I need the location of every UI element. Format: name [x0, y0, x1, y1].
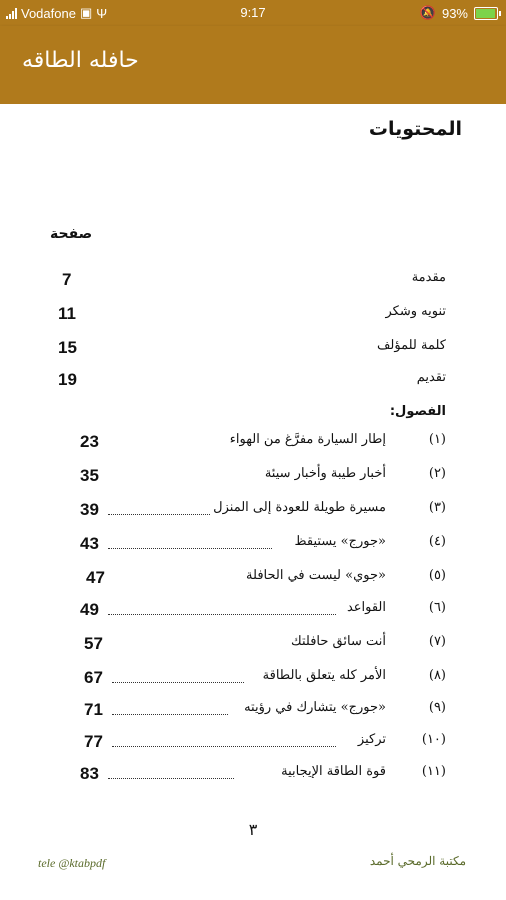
toc-chapter-number: (١) [428, 432, 446, 447]
page-number: ٣ [248, 820, 258, 839]
toc-chapter-title: قوة الطاقة الإيجابية [281, 764, 386, 779]
battery-percent: 93% [441, 5, 468, 21]
toc-chapter-title: تركيز [357, 732, 386, 747]
sim-icon: ▣ [79, 5, 93, 20]
toc-page-number: 23 [80, 432, 99, 451]
alarm-off-icon: 🔕 [419, 5, 436, 20]
dot-leader [108, 778, 234, 779]
battery-icon [474, 7, 498, 20]
toc-chapter-number: (٨) [428, 668, 446, 683]
toc-chapter-title: «جوي» ليست في الحافلة [246, 568, 386, 583]
toc-label: تنويه وشكر [385, 304, 446, 319]
toc-chapter-title: أخبار طيبة وأخبار سيئة [264, 466, 386, 481]
clock: 9:17 [240, 5, 266, 20]
toc-page-number: 57 [84, 634, 103, 653]
dot-leader [112, 682, 244, 683]
toc-page-number: 67 [84, 668, 103, 687]
battery-fill [476, 9, 495, 18]
toc-page-number: 15 [58, 338, 77, 357]
toc-chapter-row [86, 568, 446, 592]
toc-chapter-number: (١٠) [421, 732, 446, 747]
toc-intro-row [58, 338, 446, 362]
status-right [420, 5, 498, 21]
dot-leader [112, 746, 336, 747]
toc-label: مقدمة [411, 270, 446, 285]
toc-page-number: 43 [80, 534, 99, 553]
toc-chapter-title: القواعد [346, 600, 386, 615]
toc-chapter-row [80, 534, 446, 558]
toc-page-number: 83 [80, 764, 99, 783]
toc-chapter-number: (٦) [428, 600, 446, 615]
toc-page-number: 47 [86, 568, 105, 587]
toc-page-number: 49 [80, 600, 99, 619]
toc-chapter-number: (٩) [428, 700, 446, 715]
toc-label: تقديم [416, 370, 446, 385]
toc-chapter-row [80, 600, 446, 624]
toc-chapter-row [84, 732, 446, 756]
footer-watermark-right: مكتبة الرمحي أحمد [369, 854, 466, 868]
toc-chapter-number: (٥) [428, 568, 446, 583]
status-bar [0, 0, 506, 26]
toc-chapter-row [84, 668, 446, 692]
toc-chapter-row [80, 764, 446, 788]
carrier-label: Vodafone [21, 5, 76, 21]
chapters-label: الفصول: [389, 404, 446, 419]
toc-chapter-title: أنت سائق حافلتك [291, 634, 386, 649]
toc-chapter-row [80, 500, 446, 524]
toc-page-number: 35 [80, 466, 99, 485]
toc-chapter-number: (٢) [428, 466, 446, 481]
toc-intro-row [62, 270, 446, 294]
dot-leader [108, 614, 336, 615]
toc-chapter-number: (١١) [421, 764, 446, 779]
toc-page-number: 7 [62, 270, 72, 289]
toc-chapter-number: (٧) [428, 634, 446, 649]
dot-leader [108, 514, 210, 515]
usb-icon: Ψ [96, 5, 108, 21]
toc-intro-row [58, 304, 446, 328]
contents-heading: المحتويات [368, 118, 462, 140]
toc-chapter-title: «جورج» يتشارك في رؤيته [244, 700, 386, 715]
footer-watermark-left: tele @ktabpdf [38, 856, 106, 870]
toc-chapter-number: (٤) [428, 534, 446, 549]
toc-page-number: 71 [84, 700, 103, 719]
app-bar [0, 26, 506, 104]
app-title: حافله الطاقه [22, 48, 139, 73]
toc-chapter-title: «جورج» يستيقظ [294, 534, 386, 549]
dot-leader [108, 548, 272, 549]
toc-chapter-number: (٣) [428, 500, 446, 515]
document-page[interactable] [0, 104, 506, 900]
page-column-label: صفحة [50, 226, 93, 242]
toc-chapter-row [80, 432, 446, 456]
toc-chapter-row [80, 466, 446, 490]
toc-chapter-title: إطار السيارة مفرَّغ من الهواء [229, 432, 386, 447]
dot-leader [112, 714, 228, 715]
toc-chapter-row [84, 634, 446, 658]
toc-chapter-title: الأمر كله يتعلق بالطاقة [262, 668, 386, 683]
toc-page-number: 19 [58, 370, 77, 389]
toc-page-number: 39 [80, 500, 99, 519]
toc-label: كلمة للمؤلف [376, 338, 446, 353]
toc-page-number: 77 [84, 732, 103, 751]
toc-page-number: 11 [58, 304, 76, 323]
toc-chapter-title: مسيرة طويلة للعودة إلى المنزل [213, 500, 386, 515]
toc-intro-row [58, 370, 446, 394]
toc-chapter-row [84, 700, 446, 724]
